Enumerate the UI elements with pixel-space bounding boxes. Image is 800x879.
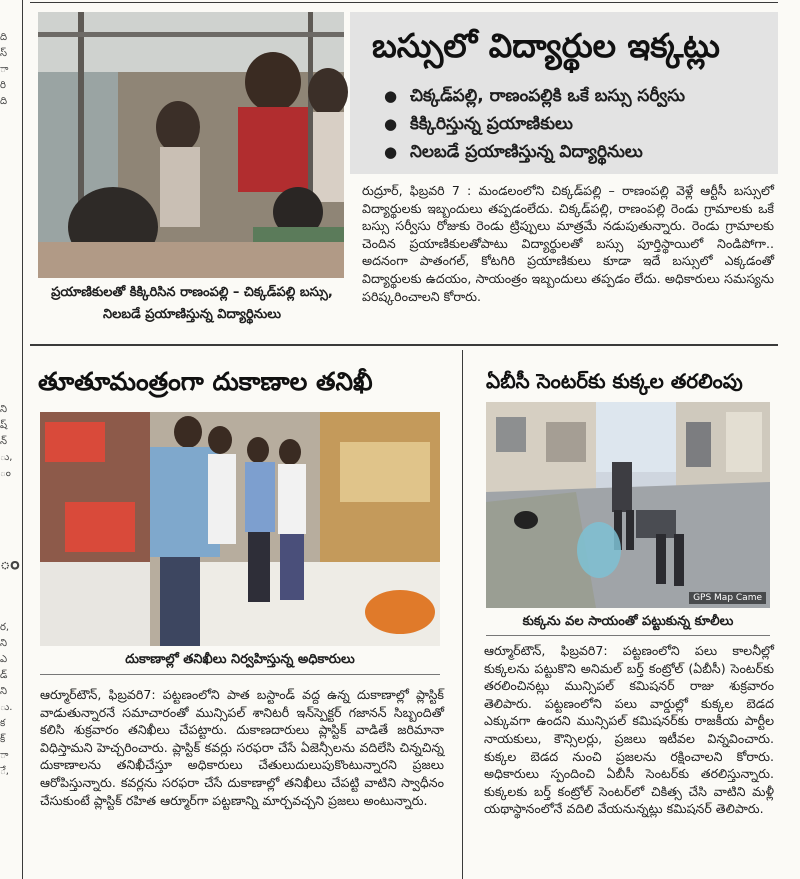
- top-article-headline: బస్సులో విద్యార్థుల ఇక్కట్లు: [372, 26, 720, 65]
- bus-students-photo: [38, 12, 344, 278]
- right-article-body: ఆర్మూర్‌టౌన్‌, ఫిబ్రవరి7: పట్టణంలోని పలు కాలనీల్లో కుక్కలను పట్టుకొని అనిమల్‌ బర్త్‌ కంట్రోల్‌ (ఏబీసీ) సెంటర్‌కు తరలించినట్లు మున్సిపల్‌ కమిషనర్‌ రాజు శుక్రవారం తెలిపారు. పట్టణంలోని పలు వార్డుల్లో కుక్కల బెడద ఎక్కువగా ఉందని మున్సిపల్‌ కమిషనర్‌కు రాజకీయ పార్టీల నాయకులు, కౌన్సిలర్లు, ప్రజలు ఇటీవల విన్నవించారు. కుక్కల బెడద నుంచి ప్రజలను రక్షించాలని కోరారు. అధికారులు స్పందించి ఏబీసీ సెంటర్‌కు తరలిస్తున్నారు. కుక్కలకు బర్త్‌ కంట్రోల్‌ సెంటర్‌లో చికిత్స చేసి వాటిని మళ్లీ యథాస్థానంలోనే వదిలి వేయనున్నట్లు కమిషనర్‌ తెలిపారు.: [484, 643, 774, 817]
- dog-photo-caption: కుక్కను వల సాయంతో పట్టుకున్న కూలీలు: [522, 614, 734, 629]
- bullet-item: ● నిలబడే ప్రయాణిస్తున్న విద్యార్థినులు: [384, 138, 685, 166]
- bullet-item: ● కిక్కిరిస్తున్న ప్రయాణికులు: [384, 110, 685, 138]
- caption-underline-right: [486, 635, 770, 636]
- caption-underline: [40, 674, 440, 675]
- column-rule-middle: [462, 350, 463, 879]
- shop-inspection-photo: [40, 412, 440, 646]
- bullet-item: ● చిక్కడ్‌పల్లి, రాణంపల్లికి ఒకే బస్సు సర్వీసు: [384, 82, 685, 110]
- shop-photo-caption: దుకాణాల్లో తనిఖీలు నిర్వహిస్తున్న అధికారులు: [125, 652, 355, 667]
- right-article-headline: ఏబీసీ సెంటర్‌కు కుక్కల తరలింపు: [486, 369, 743, 393]
- clipped-column-fragment-low: ర, ని ఎ డ్ ని ు. క క్ ా ే,: [0, 622, 13, 777]
- dog-catching-photo: [486, 402, 770, 608]
- top-article-body: రుద్రూర్‌, ఫిబ్రవరి 7 : మండలంలోని చిక్కడ్‌పల్లి – రాణంపల్లి వెళ్లే ఆర్టీసీ బస్సులో విద్యార్థులకు ఇబ్బందులు తప్పడంలేదు. చిక్కడ్‌పల్లి, రాణంపల్లి రెండు గ్రామాలకు ఒకే బస్సు సర్వీసు రోజుకు రెండు ట్రిప్పులు మాత్రమే నడుపుతున్నారు. రెండు గ్రామాలకు చెందిన ప్రయాణికులతోపాటు విద్యార్థులతో బస్సు పూర్తిస్థాయిలో నిండిపోగా.. అదనంగా పాతంగల్‌, కోటగిరి ప్రయాణికులు కూడా ఇదే బస్సులో ఎక్కడంతో విద్యార్థులకు ఉదయం, సాయంత్రం ఇబ్బందులు తప్పడం లేదు. అధికారులు సమస్యను పరిష్కరించాలని కోరారు.: [362, 183, 774, 304]
- left-article-body: ఆర్మూర్‌టౌన్‌, ఫిబ్రవరి7: పట్టణంలోని పాత బస్టాండ్‌ వద్ద ఉన్న దుకాణాల్లో ప్లాస్టిక్‌ వాడుతున్నారనే సమాచారంతో మున్సిపల్‌ శానిటరీ ఇన్‌స్పెక్టర్‌ గజానన్‌ సిబ్బందితో కలిసి శుక్రవారం తనిఖీలు చేపట్టారు. దుకాణదారులు ప్లాస్టిక్‌ వాడితే జరిమానా విధిస్తామని హెచ్చరించారు. ప్లాస్టిక్‌ కవర్లు సరఫరా చేసే ఏజెన్సీలను వదిలేసి చిన్నచిన్న దుకాణాలను తనిఖీచేస్తూ అధికారులు చేతులుదులుపుకొంటున్నారని ప్రజలు ఆరోపిస్తున్నారు. కవర్లను సరఫరా చేసే దుకాణాల్లో తనిఖీలు చేపట్టి వాటిని స్వాధీనం చేసుకుంటే ప్లాస్టిక్‌ రహిత ఆర్మూర్‌గా పట్టణాన్ని మార్చవచ్చని ప్రజలు అంటున్నారు.: [40, 687, 444, 808]
- left-article-headline: తూతూమంత్రంగా దుకాణాల తనిఖీ: [38, 367, 373, 396]
- bus-photo-caption: ప్రయాణికులతో కిక్కిరిసిన రాణంపల్లి – చిక్కడ్‌పల్లి బస్సు, నిలబడే ప్రయాణిస్తున్న విద్యార్థినులు: [51, 285, 333, 322]
- gps-watermark: GPS Map Came: [689, 592, 766, 604]
- top-rule: [30, 2, 778, 3]
- clipped-column-fragment-top: ది స్ ా రి ది: [0, 32, 9, 107]
- clipped-column-fragment-glyph: ం: [0, 553, 20, 574]
- section-rule-horizontal: [30, 344, 778, 346]
- top-article-bullets: [384, 82, 685, 166]
- clipped-column-fragment-mid: ని ష్ న్ ు, ం: [0, 404, 13, 479]
- column-rule-left: [22, 0, 23, 879]
